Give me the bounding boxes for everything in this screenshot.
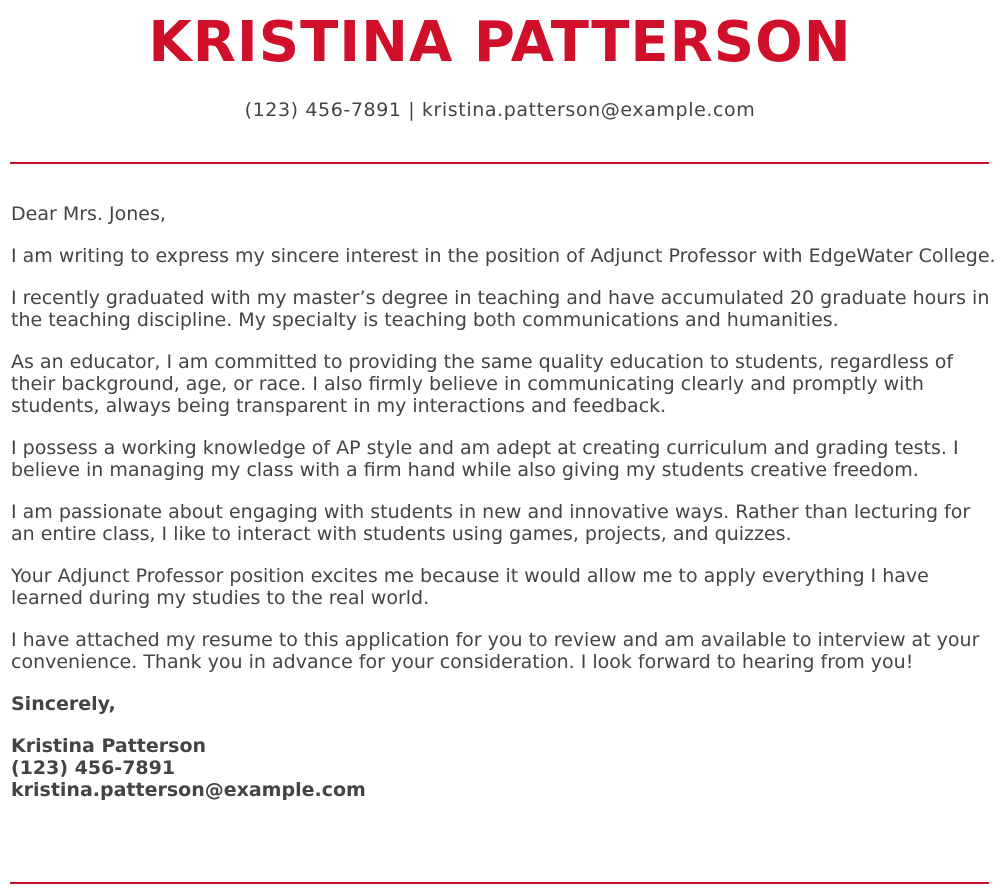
header-divider	[10, 162, 989, 164]
contact-line: (123) 456-7891 | kristina.patterson@example.com	[244, 99, 756, 121]
footer-divider	[10, 882, 989, 884]
paragraph-education: I recently graduated with my master’s degree in teaching and have accumulated 20 graduate hours in the teaching discipline. My specialty is teaching both communications and humanities.	[11, 287, 990, 331]
paragraph-motivation: Your Adjunct Professor position excites me because it would allow me to apply everything I have learned during my studies to the real world.	[11, 565, 929, 609]
paragraph-closing: I have attached my resume to this application for you to review and am available to interview at your convenience. Thank you in advance for your consideration. I look forward to hearing from you!	[11, 629, 980, 673]
letter-body	[11, 203, 996, 801]
paragraph-engagement: I am passionate about engaging with students in new and innovative ways. Rather than lecturing for an entire class, I like to interact with students using games, projects, and quizzes.	[11, 501, 971, 545]
paragraph-intro: I am writing to express my sincere interest in the position of Adjunct Professor with EdgeWater College.	[11, 245, 996, 267]
signature-phone: (123) 456-7891	[11, 757, 176, 779]
paragraph-commitment: As an educator, I am committed to providing the same quality education to students, regardless of their background, age, or race. I also firmly believe in communicating clearly and promptly with students, always being transparent in my interactions and feedback.	[11, 351, 954, 417]
applicant-name-heading: KRISTINA PATTERSON	[148, 10, 852, 75]
signature-block	[11, 735, 996, 801]
salutation: Dear Mrs. Jones,	[11, 203, 166, 225]
closing: Sincerely,	[11, 693, 116, 715]
paragraph-skills: I possess a working knowledge of AP style and am adept at creating curriculum and grading tests. I believe in managing my class with a firm hand while also giving my students creative freedom.	[11, 437, 959, 481]
signature-email: kristina.patterson@example.com	[11, 779, 366, 801]
signature-name: Kristina Patterson	[11, 735, 207, 757]
